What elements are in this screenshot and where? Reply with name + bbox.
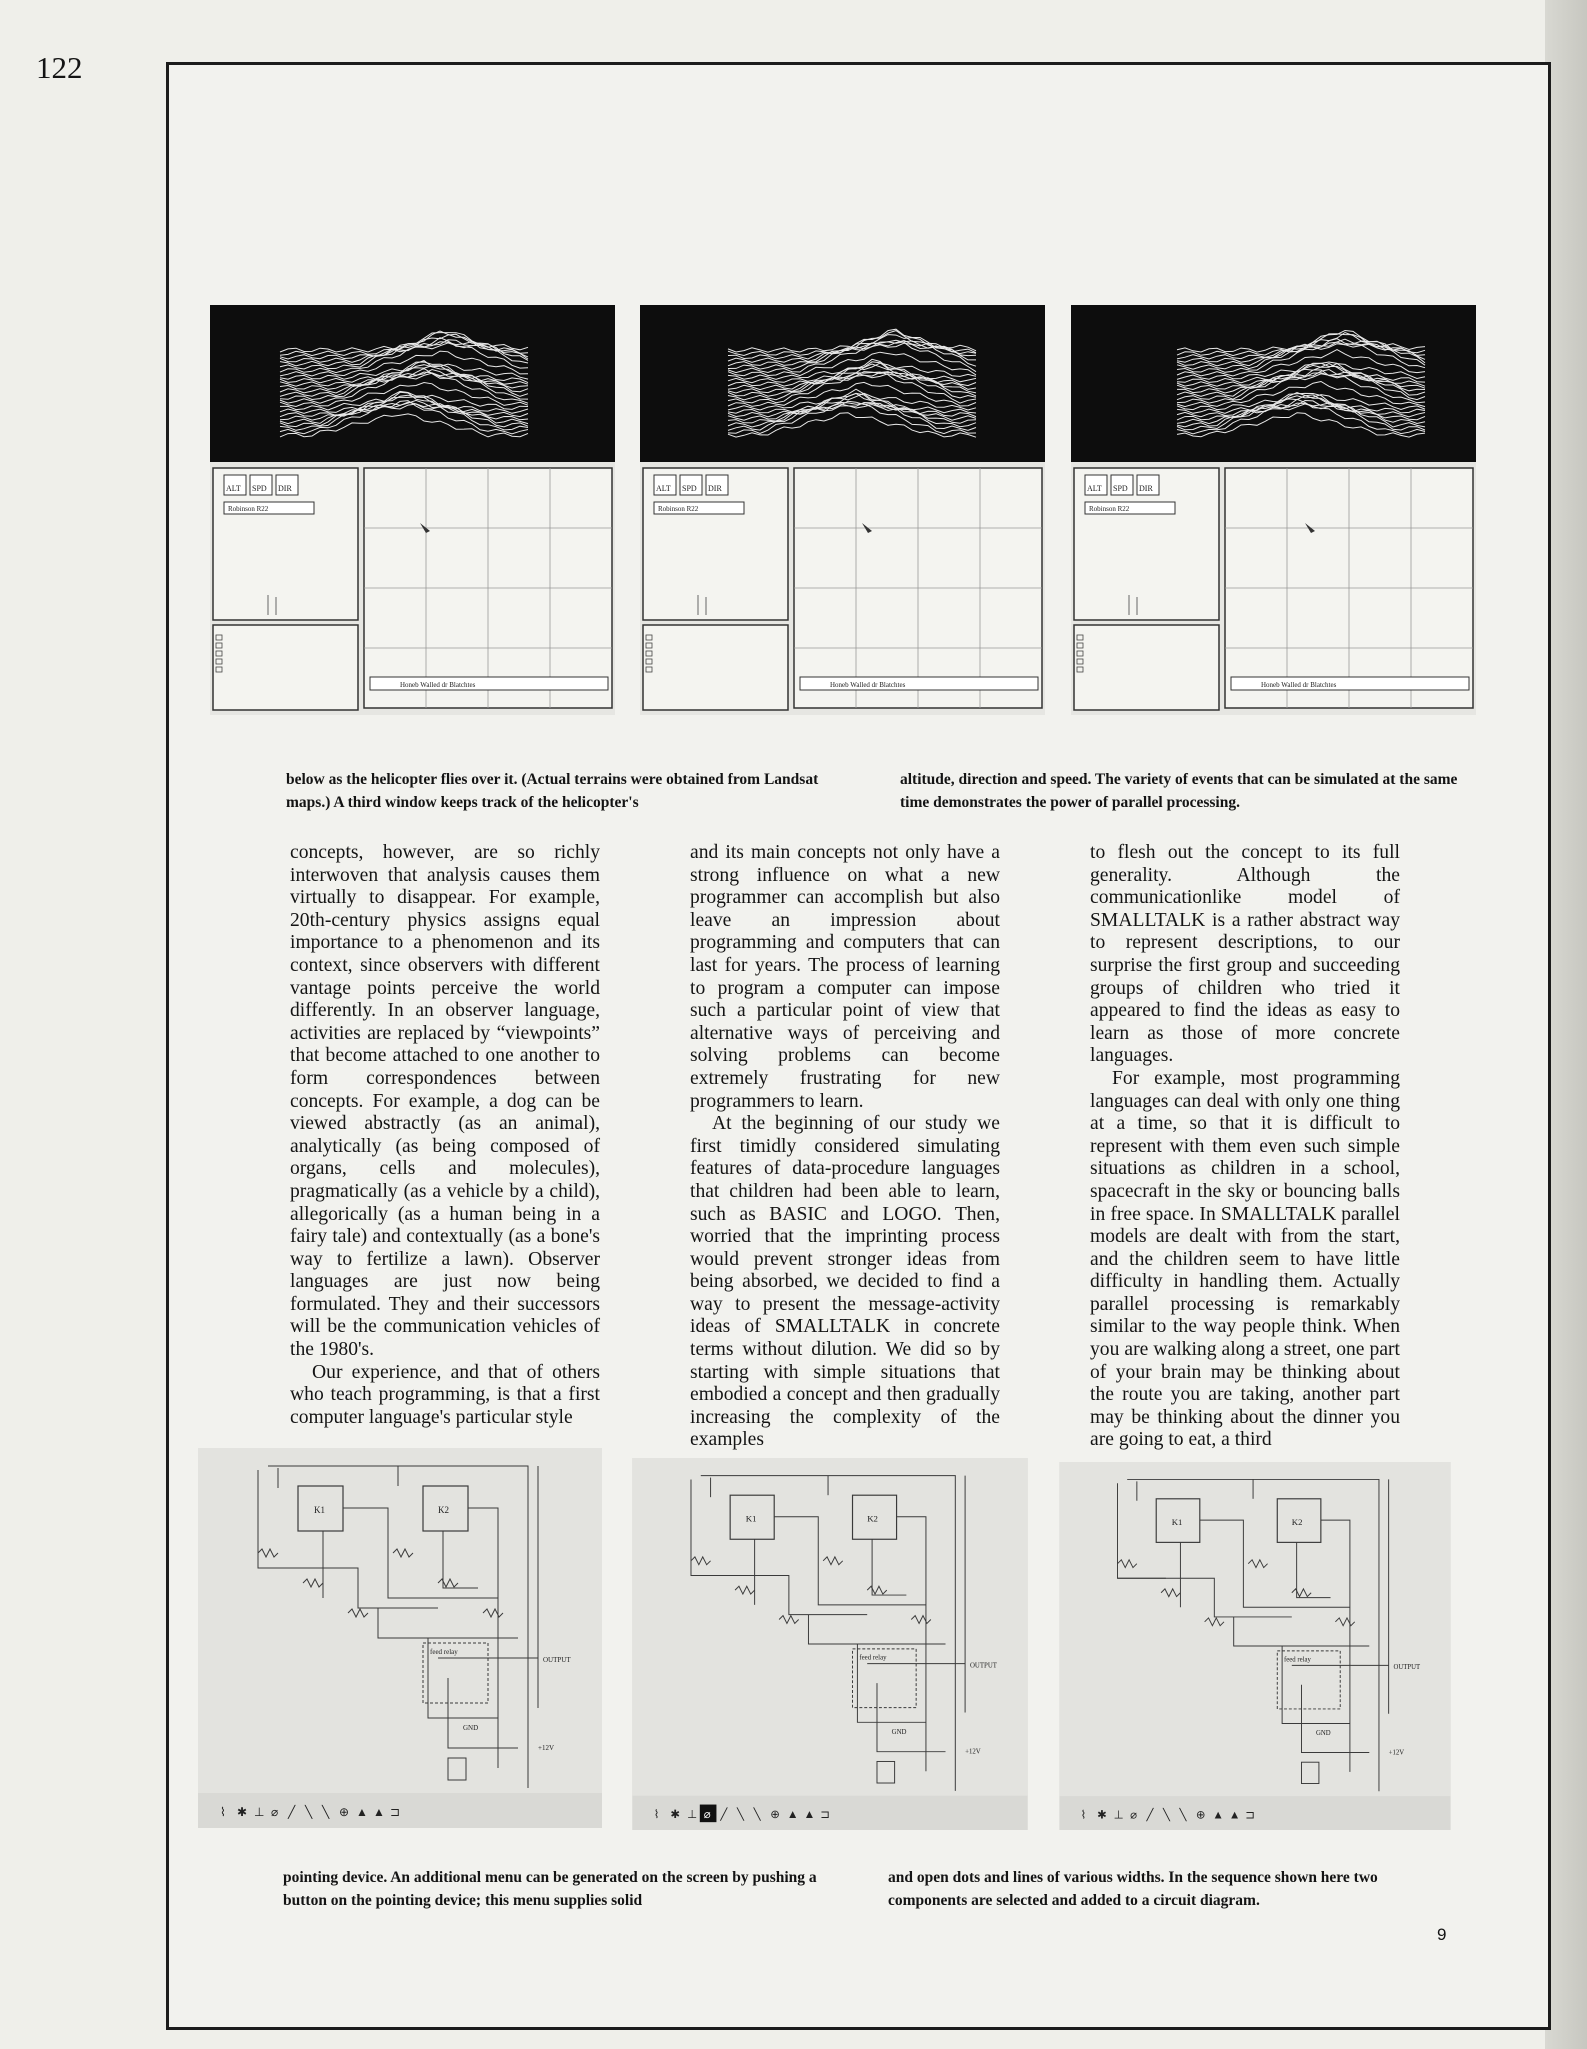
output-label: OUTPUT [969, 1662, 997, 1670]
relay-label: feed relay [1284, 1656, 1311, 1664]
paragraph: Our experience, and that of others who teach programming, is that a first computer language's particular style [290, 1361, 600, 1428]
control-button-dir [276, 475, 298, 495]
control-button-alt [1085, 475, 1107, 495]
circuit-panel-3 [1055, 1462, 1455, 1830]
aircraft-label: Robinson R22 [228, 505, 269, 513]
helicopter-terrain-screenshot [640, 305, 1045, 715]
ground-label: GND [891, 1729, 907, 1737]
palette-component: ╲ [1163, 1808, 1170, 1822]
palette-component: ⊐ [390, 1805, 401, 1819]
palette-component: ⊕ [1195, 1808, 1206, 1822]
control-button-label: DIR [708, 484, 722, 493]
palette-component: ⊥ [1113, 1808, 1124, 1822]
palette-component: ▲ [1212, 1808, 1224, 1822]
terrain-view-window [1071, 305, 1476, 462]
menu-window [213, 625, 358, 710]
paragraph: At the beginning of our study we first timidly considered simulating features of data-procedure languages that children had been able to learn, such as BASIC and LOGO. Then, worried that the imprinting process would prevent stronger ideas from being absorbed, we decided to find a way to present the message-activity ideas of SMALLTALK in concrete terms without dilution. We did so by starting with simple situations that embodied a concept and then gradually increasing the complexity of the examples [690, 1113, 1000, 1451]
supply-label: +12V [965, 1748, 981, 1756]
drawing-area [1059, 1462, 1450, 1796]
palette-component: ✱ [1097, 1808, 1107, 1822]
terrain-panel-1 [210, 305, 615, 715]
supply-label: +12V [1388, 1749, 1405, 1757]
palette-component: ⌀ [271, 1805, 279, 1819]
palette-component: ▲ [373, 1805, 385, 1819]
helicopter-terrain-screenshot [1071, 305, 1476, 715]
caption-bottom-right: and open dots and lines of various widths. In the sequence shown here two components are selected and added to a circuit diagram. [888, 1869, 1378, 1909]
palette-component: ⊐ [1245, 1808, 1256, 1822]
control-button-spd [1111, 475, 1133, 495]
helicopter-terrain-screenshot [210, 305, 615, 715]
circuit-diagram-screenshot [630, 1458, 1030, 1830]
palette-component: ⊐ [820, 1808, 831, 1822]
terrain-panel-3 [1071, 305, 1476, 715]
control-button-label: SPD [1113, 484, 1128, 493]
ground-label: GND [1316, 1730, 1331, 1738]
palette-component: ╲ [1179, 1808, 1187, 1822]
terrain-view-window [210, 305, 615, 462]
control-button-label: DIR [1139, 484, 1153, 493]
paragraph: to flesh out the concept to its full generality. Although the communicationlike model of SMALLTALK is a rather abstract way to represent descriptions, to our surprise the first group and succeeding groups of children who tried it appeared to find the ideas as easy to learn as those of more concrete languages. [1090, 842, 1400, 1067]
status-text: Honeb Walled dr Blatchtes [400, 681, 476, 689]
palette-component: ╱ [1146, 1808, 1154, 1822]
facing-page-edge [1545, 0, 1587, 2049]
ground-label: GND [463, 1724, 479, 1732]
palette-component: ✱ [670, 1808, 681, 1822]
palette-component: ╲ [305, 1805, 313, 1819]
palette-component: ⌇ [653, 1808, 660, 1822]
control-button-alt [224, 475, 246, 495]
caption-top-right: altitude, direction and speed. The variety of events that can be simulated at the same time demonstrates the power of parallel processing. [900, 771, 1458, 811]
status-text: Honeb Walled dr Blatchtes [830, 681, 906, 689]
palette-component: ╲ [737, 1808, 745, 1822]
palette-component: ⌀ [703, 1808, 711, 1822]
ic-label: K2 [1291, 1516, 1303, 1527]
drawing-area [198, 1448, 602, 1793]
paragraph: and its main concepts not only have a strong influence on what a new programmer can accomplish but also leave an impression about programming and computers that can last for years. The process of learning to program a computer can impose such a particular point of view that alternative ways of perceiving and solving problems can become extremely frustrating for new programmers to learn. [690, 842, 1000, 1112]
palette-component: ╱ [288, 1805, 296, 1819]
drawing-area [632, 1458, 1027, 1796]
palette-component: ⌇ [1080, 1808, 1087, 1822]
control-button-spd [680, 475, 702, 495]
output-label: OUTPUT [543, 1656, 571, 1664]
control-button-label: SPD [682, 484, 697, 493]
relay-label: feed relay [859, 1654, 887, 1662]
palette-component: ⌀ [1130, 1808, 1138, 1822]
circuit-panel-2 [630, 1458, 1030, 1830]
palette-component: ╲ [322, 1805, 330, 1819]
supply-label: +12V [538, 1744, 555, 1752]
status-text: Honeb Walled dr Blatchtes [1261, 681, 1337, 689]
circuit-panel-1 [198, 1448, 602, 1828]
control-button-dir [706, 475, 728, 495]
ic-label: K1 [745, 1513, 757, 1524]
palette-component: ⊥ [254, 1805, 265, 1819]
relay-label: feed relay [430, 1648, 458, 1656]
ic-label: K2 [438, 1505, 449, 1515]
control-button-label: SPD [252, 484, 267, 493]
caption-bottom-left: pointing device. An additional menu can be generated on the screen by pushing a button on the pointing device; this menu supplies solid [283, 1869, 817, 1909]
menu-window [1074, 625, 1219, 710]
output-label: OUTPUT [1393, 1664, 1421, 1672]
paragraph: For example, most programming languages can deal with only one thing at a time, so that it is difficult to represent with them even such simple situations as children in a school, spacecraft in the sky or bouncing balls in free space. In SMALLTALK parallel models are dealt with from the start, and the children seem to have little difficulty in handling them. Actually parallel processing is remarkably similar to the way people think. When you are walking along a street, one part of your brain may be thinking about the route you are taking, another part may be thinking about the dinner you are going to eat, a third [1090, 1067, 1400, 1451]
control-button-label: ALT [656, 484, 671, 493]
palette-component: ⊥ [687, 1808, 698, 1822]
menu-window [643, 625, 788, 710]
control-button-spd [250, 475, 272, 495]
palette-component: ▲ [803, 1808, 816, 1822]
body-column-1 [290, 842, 600, 1429]
circuit-diagram-screenshot [198, 1448, 602, 1828]
folio-number: 9 [1437, 1925, 1447, 1944]
palette-component: ▲ [356, 1805, 368, 1819]
caption-top-left: below as the helicopter flies over it. (Actual terrains were obtained from Landsat maps.) A third window keeps track of the helicopter's [286, 771, 819, 811]
palette-component: ╱ [720, 1808, 728, 1822]
ic-label: K1 [1171, 1516, 1183, 1527]
palette-component: ✱ [237, 1805, 248, 1819]
paragraph: concepts, however, are so richly interwoven that analysis causes them virtually to disappear. For example, 20th-century physics assigns equal importance to a phenomenon and its context, since observers with different vantage points perceive the world differently. In an observer language, activities are replaced by “viewpoints” that become attached to one another to form correspondences between concepts. For example, a dog can be viewed abstractly (as an animal), analytically (as being composed of organs, cells and molecules), pragmatically (as a vehicle by a child), allegorically (as a human being in a fairy tale) and contextually (as a bone's way to fertilize a lawn). Observer languages are just now being formulated. They and their successors will be the communication vehicles of the 1980's. [290, 842, 600, 1361]
terrain-panel-2 [640, 305, 1045, 715]
palette-component: ▲ [786, 1808, 799, 1822]
palette-component: ⊕ [339, 1805, 350, 1819]
control-button-label: ALT [1087, 484, 1102, 493]
ic-label: K1 [314, 1505, 325, 1515]
body-column-3 [1090, 842, 1400, 1452]
terrain-view-window [640, 305, 1045, 462]
palette-component: ▲ [1228, 1808, 1241, 1822]
aircraft-label: Robinson R22 [1089, 505, 1130, 513]
control-button-alt [654, 475, 676, 495]
palette-component: ⌇ [220, 1805, 226, 1819]
ic-label: K2 [867, 1513, 878, 1524]
control-button-dir [1137, 475, 1159, 495]
aircraft-label: Robinson R22 [658, 505, 699, 513]
palette-component: ╲ [753, 1808, 761, 1822]
circuit-diagram-screenshot [1055, 1462, 1455, 1830]
page-number: 122 [36, 50, 83, 85]
palette-component: ⊕ [770, 1808, 781, 1822]
body-column-2 [690, 842, 1000, 1452]
control-button-label: ALT [226, 484, 241, 493]
control-button-label: DIR [278, 484, 292, 493]
